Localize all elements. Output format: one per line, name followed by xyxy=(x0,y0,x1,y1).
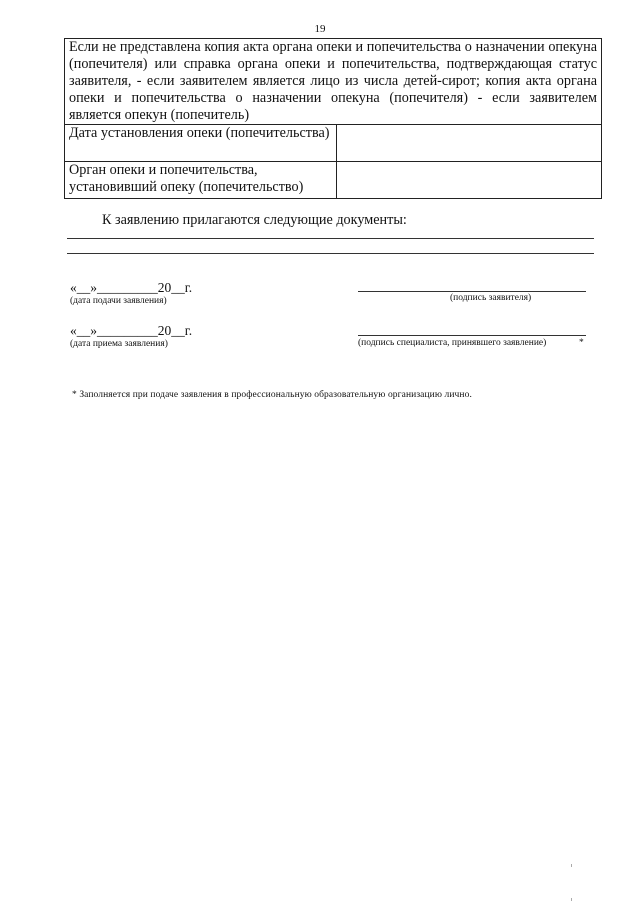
submission-date-field[interactable]: «__»_________20__г. xyxy=(70,280,193,295)
specialist-signature-line[interactable] xyxy=(358,335,586,336)
applicant-signature-caption: (подпись заявителя) xyxy=(450,293,532,303)
applicant-signature-line[interactable] xyxy=(358,291,586,292)
page-number: 19 xyxy=(314,23,326,35)
scan-mark xyxy=(571,864,572,867)
specialist-asterisk: * xyxy=(579,338,584,348)
guardianship-authority-value[interactable] xyxy=(337,162,602,199)
table-row xyxy=(65,125,602,162)
guardianship-authority-label: Орган опеки и попечительства, установивший опеку (попечительство) xyxy=(65,162,337,199)
attachments-line[interactable] xyxy=(67,253,594,254)
application-form-table xyxy=(64,38,602,199)
guardianship-date-label: Дата установления опеки (попечительства) xyxy=(65,125,337,162)
guardianship-note: Если не представлена копия акта органа опеки и попечительства о назначении опекуна (попечителя) или справка органа опеки и попечительства, подтверждающая статус заявителя, - если заявителем является лицо из числа детей-сирот; копия акта органа опеки и попечительства о назначении опекуна (попечителя) - если заявителем является опекун (попечитель) xyxy=(65,39,602,125)
submission-date-caption: (дата подачи заявления) xyxy=(70,296,167,306)
acceptance-date-field[interactable]: «__»_________20__г. xyxy=(70,323,193,338)
footnote: * Заполняется при подаче заявления в профессиональную образовательную организацию лично. xyxy=(72,390,472,400)
acceptance-date-caption: (дата приема заявления) xyxy=(70,339,168,349)
guardianship-date-value[interactable] xyxy=(337,125,602,162)
attachments-line[interactable] xyxy=(67,238,594,239)
specialist-signature-caption: (подпись специалиста, принявшего заявление) xyxy=(358,338,547,348)
table-row-note xyxy=(65,39,602,125)
scan-mark xyxy=(571,898,572,901)
attachments-heading: К заявлению прилагаются следующие документы: xyxy=(102,212,407,228)
table-row xyxy=(65,162,602,199)
